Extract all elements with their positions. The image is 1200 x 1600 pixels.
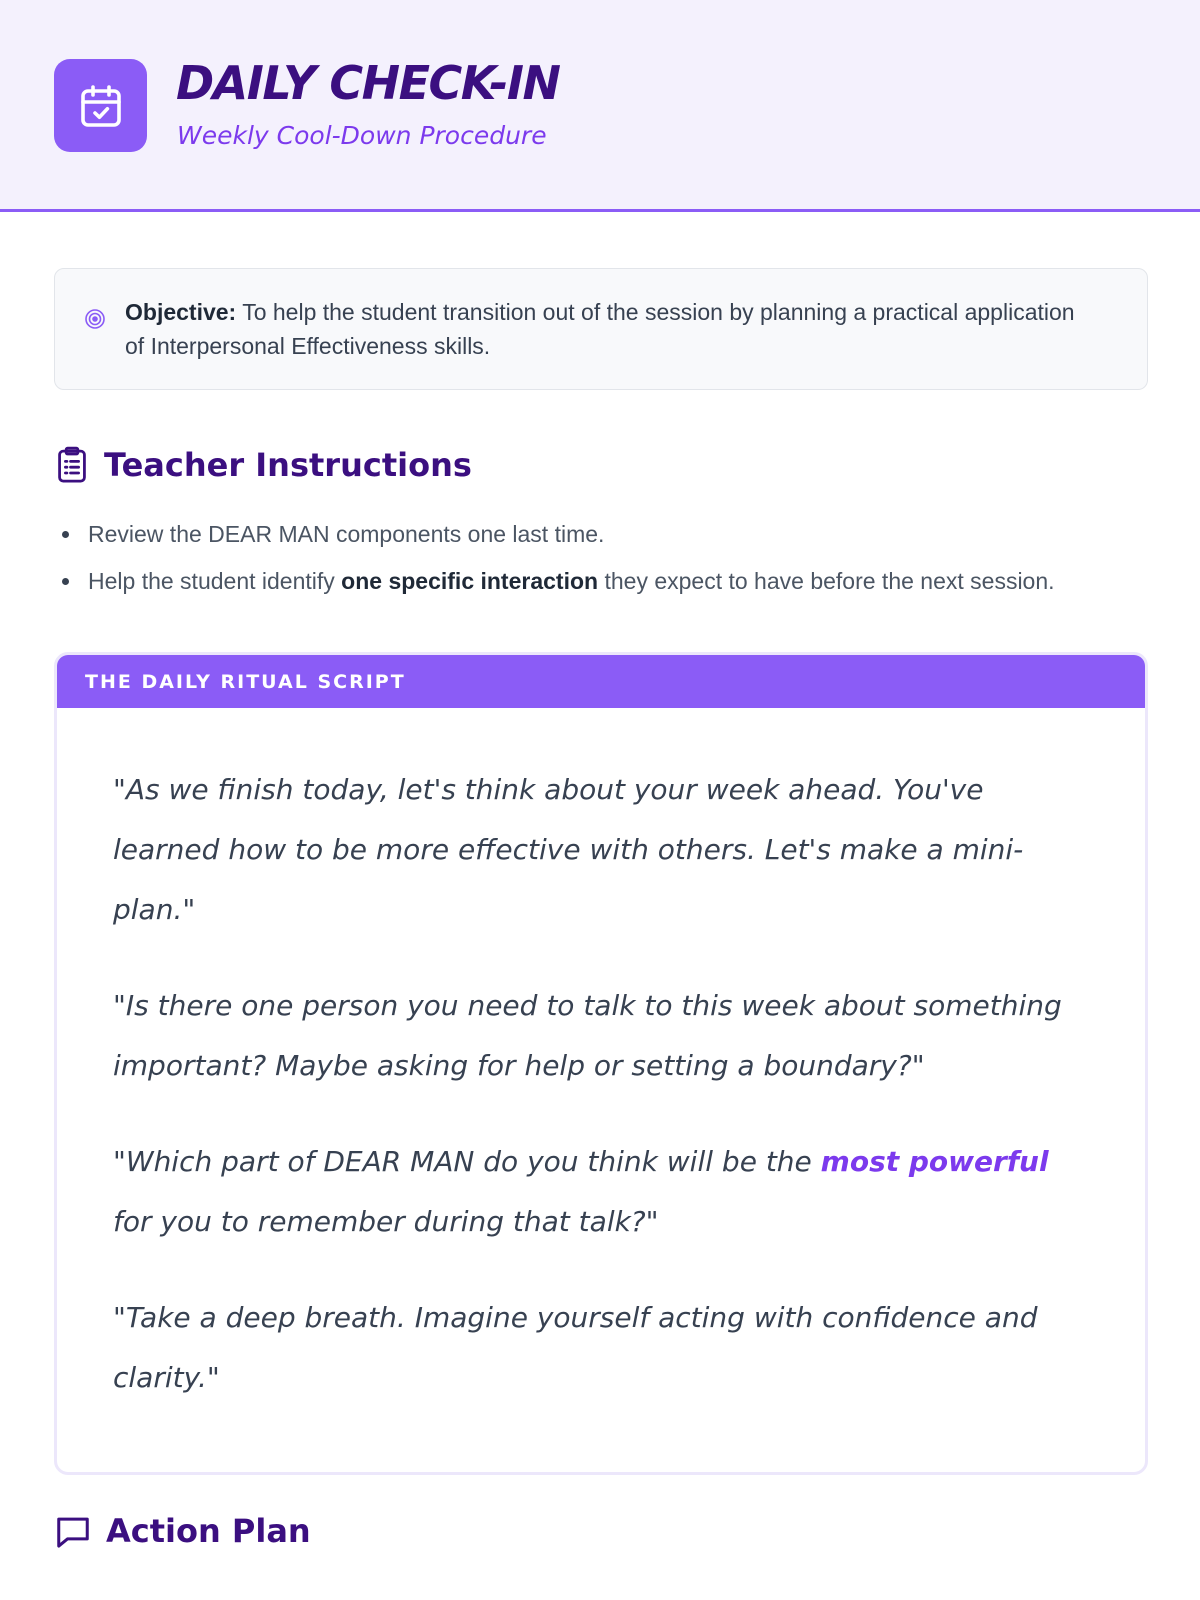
list-item: Review the DEAR MAN components one last time. bbox=[60, 516, 1160, 563]
action-plan-heading bbox=[54, 1512, 311, 1550]
script-quote: "Take a deep breath. Imagine yourself acting with confidence and clarity." bbox=[113, 1301, 1038, 1394]
target-icon bbox=[83, 307, 107, 331]
message-square-icon bbox=[54, 1512, 92, 1550]
list-item: Help the student identify one specific interaction they expect to have before the next session. bbox=[60, 563, 1160, 610]
page-title: DAILY CHECK-IN bbox=[176, 56, 560, 110]
script-band-label: THE DAILY RITUAL SCRIPT bbox=[85, 670, 406, 693]
objective-box bbox=[54, 268, 1148, 390]
teacher-instructions-heading bbox=[54, 446, 472, 484]
objective-description: To help the student transition out of the session by planning a practical application of Interpersonal Effectiveness skills. bbox=[125, 299, 1075, 359]
calendar-check-icon bbox=[54, 59, 147, 152]
highlight-text: most powerful bbox=[820, 1145, 1049, 1178]
script-band bbox=[57, 655, 1145, 708]
script-quote: "Which part of DEAR MAN do you think will be the most powerful for you to remember during that talk?" bbox=[113, 1145, 1049, 1238]
page-header bbox=[0, 0, 1200, 212]
clipboard-list-icon bbox=[54, 446, 90, 484]
action-plan-title: Action Plan bbox=[106, 1512, 311, 1550]
page-subtitle: Weekly Cool-Down Procedure bbox=[177, 121, 547, 150]
objective-text bbox=[125, 295, 1085, 363]
script-quote: "As we finish today, let's think about your week ahead. You've learned how to be more effective with others. Let's make a mini-plan." bbox=[113, 773, 1024, 926]
ritual-script-card bbox=[54, 652, 1148, 1475]
teacher-instructions-title: Teacher Instructions bbox=[104, 446, 472, 484]
script-quote: "Is there one person you need to talk to this week about something important? Maybe asking for help or setting a boundary?" bbox=[113, 989, 1062, 1082]
objective-label: Objective: bbox=[125, 299, 237, 325]
instruction-list bbox=[60, 516, 1160, 610]
